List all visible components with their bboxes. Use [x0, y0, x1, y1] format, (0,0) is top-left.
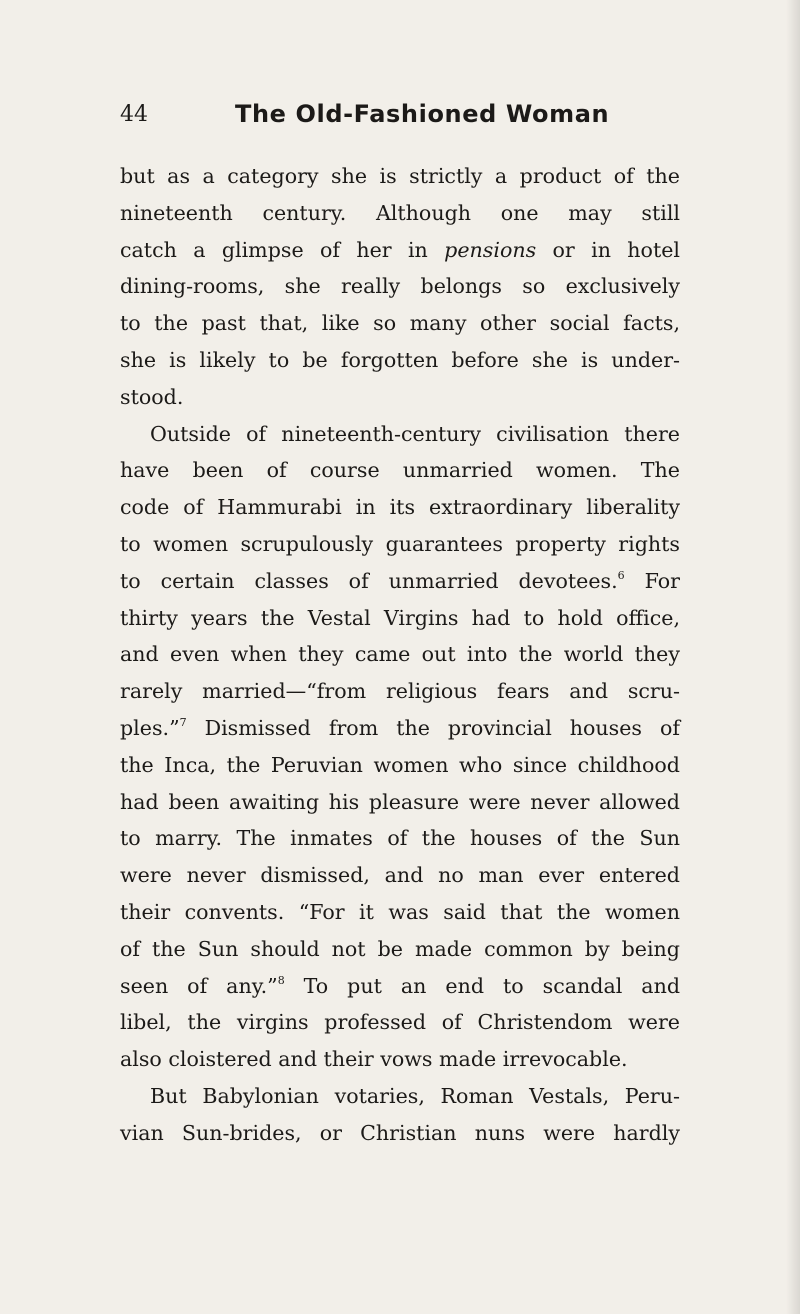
- text-run: Dismissed from the provincial houses of: [204, 715, 680, 740]
- text-line: rarely married—“from religious fears and scru-: [120, 679, 680, 704]
- running-head: [120, 100, 680, 140]
- text-line: But Babylonian votaries, Roman Vestals, Peru-: [150, 1083, 680, 1108]
- text-line: nineteenth century. Although one may still: [120, 200, 680, 225]
- text-line: Outside of nineteenth-century civilisation there: [150, 421, 680, 446]
- text-line: have been of course unmarried women. The: [120, 458, 680, 483]
- text-run: or in hotel: [552, 237, 681, 262]
- text-line: the Inca, the Peruvian women who since childhood: [120, 752, 680, 777]
- text-line: stood.: [120, 384, 184, 409]
- page-number: 44: [120, 102, 148, 127]
- text-line: of the Sun should not be made common by being: [120, 936, 680, 961]
- text-line: their convents. “For it was said that the women: [120, 899, 680, 924]
- text-run: For: [644, 568, 680, 593]
- text-line: to the past that, like so many other social facts,: [120, 311, 680, 336]
- book-title: The Old-Fashioned Woman: [235, 100, 610, 128]
- text-run: To put an end to scandal and: [303, 973, 681, 998]
- text-line: [120, 232, 680, 269]
- text-line: were never dismissed, and no man ever entered: [120, 863, 680, 888]
- footnote-marker: 6: [617, 568, 625, 582]
- italic-term: pensions: [444, 237, 537, 262]
- text-line: [120, 968, 680, 1005]
- text-line: to marry. The inmates of the houses of the Sun: [120, 826, 680, 851]
- footnote-marker: 8: [277, 973, 285, 987]
- text-line: she is likely to be forgotten before she is under-: [120, 347, 680, 372]
- text-run: catch a glimpse of her in: [120, 237, 428, 262]
- text-line: code of Hammurabi in its extraordinary liberality: [120, 495, 680, 520]
- text-line: thirty years the Vestal Virgins had to hold office,: [120, 605, 680, 630]
- text-line: [120, 563, 680, 600]
- text-line: dining-rooms, she really belongs so exclusively: [120, 274, 680, 299]
- text-line: also cloistered and their vows made irrevocable.: [120, 1047, 628, 1072]
- text-line: had been awaiting his pleasure were never allowed: [120, 789, 680, 814]
- text-line: vian Sun-brides, or Christian nuns were hardly: [120, 1120, 680, 1145]
- footnote-marker: 7: [179, 715, 187, 729]
- text-line: libel, the virgins professed of Christendom were: [120, 1010, 680, 1035]
- body-text: [120, 158, 680, 1152]
- text-run: to certain classes of unmarried devotees.: [120, 568, 618, 593]
- text-line: [120, 710, 680, 747]
- page-edge-shadow: [786, 0, 800, 1314]
- text-run: ples.”: [120, 715, 180, 740]
- text-line: and even when they came out into the world they: [120, 642, 680, 667]
- text-run: seen of any.”: [120, 973, 278, 998]
- text-line: to women scrupulously guarantees property rights: [120, 531, 680, 556]
- text-line: but as a category she is strictly a product of the: [120, 164, 680, 188]
